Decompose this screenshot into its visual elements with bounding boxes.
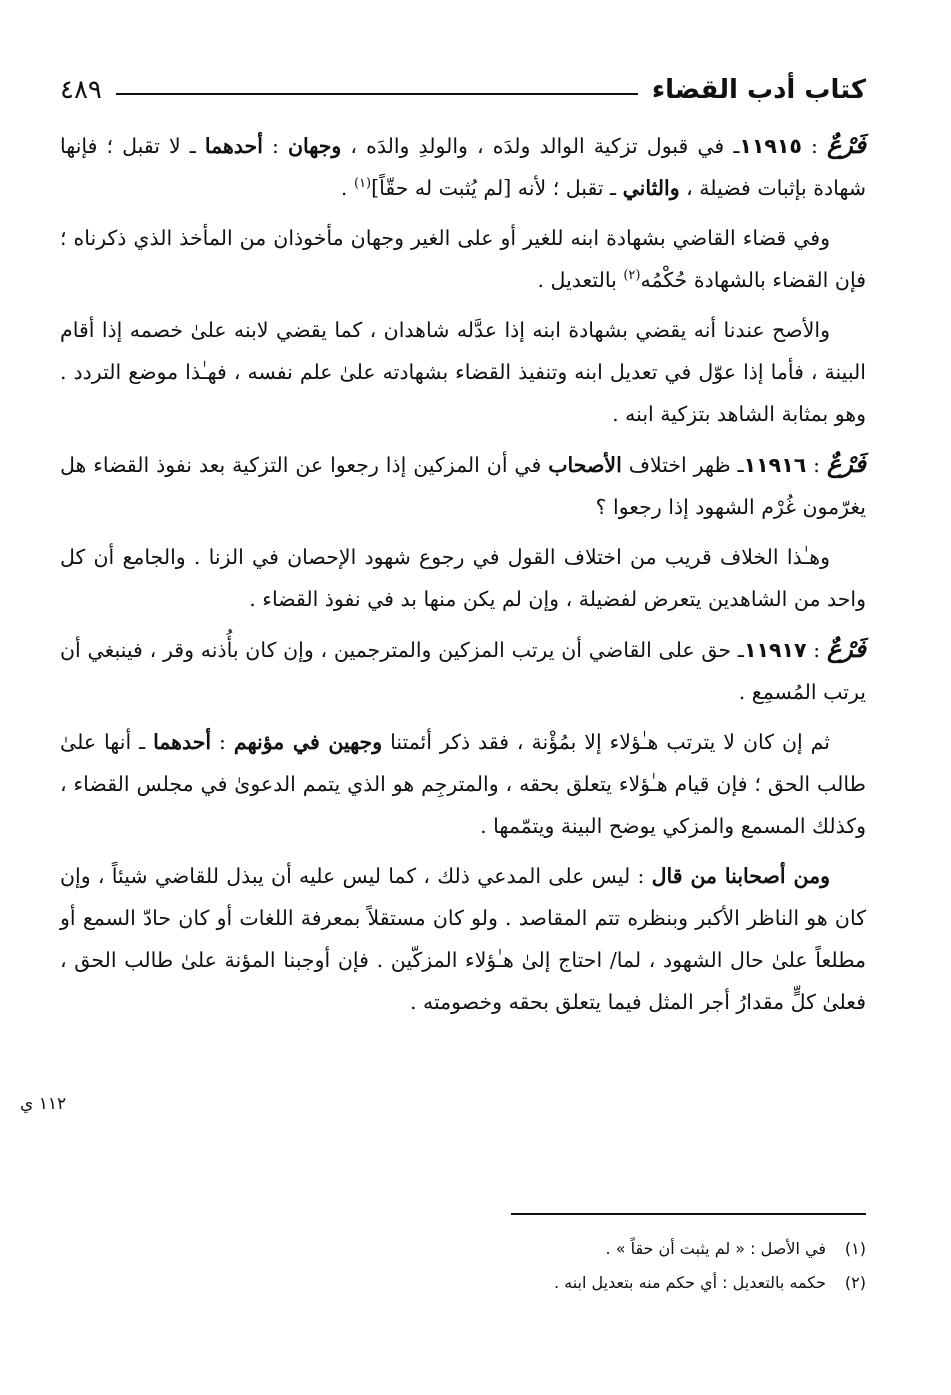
text-segment: في أن المزكين إذا رجعوا عن التزكية بعد نفوذ القضاء هل يغرّمون غُرْم الشهود إذا رجعوا ؟ xyxy=(60,453,866,519)
issue-number: ١١٩١٥ xyxy=(739,134,802,158)
footnote xyxy=(166,1266,866,1300)
text-segment: ـ تقبل ؛ لأنه [لم يُثبت له حقّاً] xyxy=(371,176,623,200)
far-label: فَرْعٌ xyxy=(826,449,866,478)
paragraph-11916 xyxy=(60,443,866,528)
footnote-separator xyxy=(511,1213,866,1215)
text-segment: ـ في قبول تزكية الوالد ولدَه ، والولدِ والدَه ، xyxy=(341,134,740,158)
paragraph xyxy=(60,536,866,620)
bold-term: الأصحاب xyxy=(548,453,622,477)
bold-term: أحدهما xyxy=(153,730,212,754)
main-text xyxy=(60,124,866,1023)
running-header xyxy=(60,60,866,120)
paragraph xyxy=(60,217,866,301)
footnote-text: حكمه بالتعديل : أي حكم منه بتعديل ابنه . xyxy=(553,1273,826,1292)
colon: : xyxy=(806,453,827,477)
far-label: فَرْعٌ xyxy=(826,634,866,663)
text-segment: : xyxy=(211,730,234,754)
footnote-number: (٢) xyxy=(844,1273,866,1292)
issue-number: ١١٩١٦ xyxy=(743,453,807,477)
footnote-ref[interactable]: (٢) xyxy=(623,268,641,284)
far-label: فَرْعٌ xyxy=(826,130,867,159)
issue-number: ١١٩١٧ xyxy=(743,638,807,662)
footnote-number: (١) xyxy=(844,1239,866,1258)
margin-manuscript-ref: ١١٢ ي xyxy=(20,1094,67,1114)
header-rule xyxy=(116,93,638,95)
paragraph xyxy=(60,309,866,435)
page xyxy=(60,60,866,1031)
text-segment: ـ أنها علىٰ طالب الحق ؛ فإن قيام هـٰؤلاء يتعلق بحقه ، والمترجِم هو الذي يتمم الدعوىٰ في مجلس القضاء ، وكذلك المسمع والمزكي يوضح البينة ويتمّمها . xyxy=(60,730,866,838)
page-number: ٤٨٩ xyxy=(60,75,102,105)
paragraph xyxy=(60,721,866,847)
bold-term: وجهان xyxy=(287,134,342,158)
text-segment: ـ ظهر اختلاف xyxy=(621,453,744,477)
bold-term: والثاني xyxy=(622,176,680,200)
bold-term: وجهين في مؤنهم xyxy=(233,730,383,754)
text-segment: : ليس على المدعي ذلك ، كما ليس عليه أن يبذل للقاضي شيئاً ، وإن كان هو الناظر الأكبر وبنظره تتم المقاصد . ولو كان مستقلاً بمعرفة اللغات أو كان حادّ السمع أو مطلعاً علىٰ حال الشهود ، لما/ احتاج إلىٰ هـٰؤلاء المزكّين . فإن أوجبنا المؤنة علىٰ طالب الحق ، فعلىٰ كلٍّ مقدارُ أجر المثل فيما يتعلق بحقه وخصومته . xyxy=(60,864,866,1014)
paragraph xyxy=(60,855,866,1023)
footnote xyxy=(166,1232,866,1266)
text-segment: بالتعديل . xyxy=(537,268,624,292)
footnotes xyxy=(166,1232,866,1300)
book-title: كتاب أدب القضاء xyxy=(651,75,866,105)
text-segment: ثم إن كان لا يترتب هـٰؤلاء إلا بمُؤْنة ، فقد ذكر أئمتنا xyxy=(382,730,831,754)
text-segment: . xyxy=(340,176,354,200)
footnote-text: في الأصل : « لم يثبت أن حقاً » . xyxy=(605,1239,826,1258)
text-segment: ـ لا تقبل ؛ فإنها شهادة بإثبات فضيلة ، xyxy=(60,134,866,200)
bold-term: أحدهما xyxy=(204,134,263,158)
text-segment: والأصح عندنا أنه يقضي بشهادة ابنه إذا عدَّله شاهدان ، كما يقضي لابنه علىٰ خصمه إذا أقام البينة ، فأما إذا عوّل في تعديل ابنه وتنفيذ القضاء بشهادته علىٰ علم نفسه ، فهـٰذا موضع التردد . وهو بمثابة الشاهد بتزكية ابنه . xyxy=(60,318,866,426)
colon: : xyxy=(801,134,827,158)
text-segment: ـ حق على القاضي أن يرتب المزكين والمترجمين ، وإن كان بأُذنه وقر ، فينبغي أن يرتب المُسمِع . xyxy=(60,638,866,704)
text-segment: وهـٰذا الخلاف قريب من اختلاف القول في رجوع شهود الإحصان في الزنا . والجامع أن كل واحد من الشاهدين يتعرض لفضيلة ، وإن لم يكن منها بد في نفوذ القضاء . xyxy=(60,545,866,611)
colon: : xyxy=(806,638,827,662)
text-segment: : xyxy=(262,134,288,158)
footnote-ref[interactable]: (١) xyxy=(353,176,372,192)
text-segment: وفي قضاء القاضي بشهادة ابنه للغير أو على الغير وجهان مأخوذان من المأخذ الذي ذكرناه ؛ فإن القضاء بالشهادة حُكْمُه xyxy=(60,226,866,292)
bold-term: ومن أصحابنا من قال xyxy=(651,864,830,888)
paragraph-11915 xyxy=(60,124,866,209)
paragraph-11917 xyxy=(60,628,866,713)
